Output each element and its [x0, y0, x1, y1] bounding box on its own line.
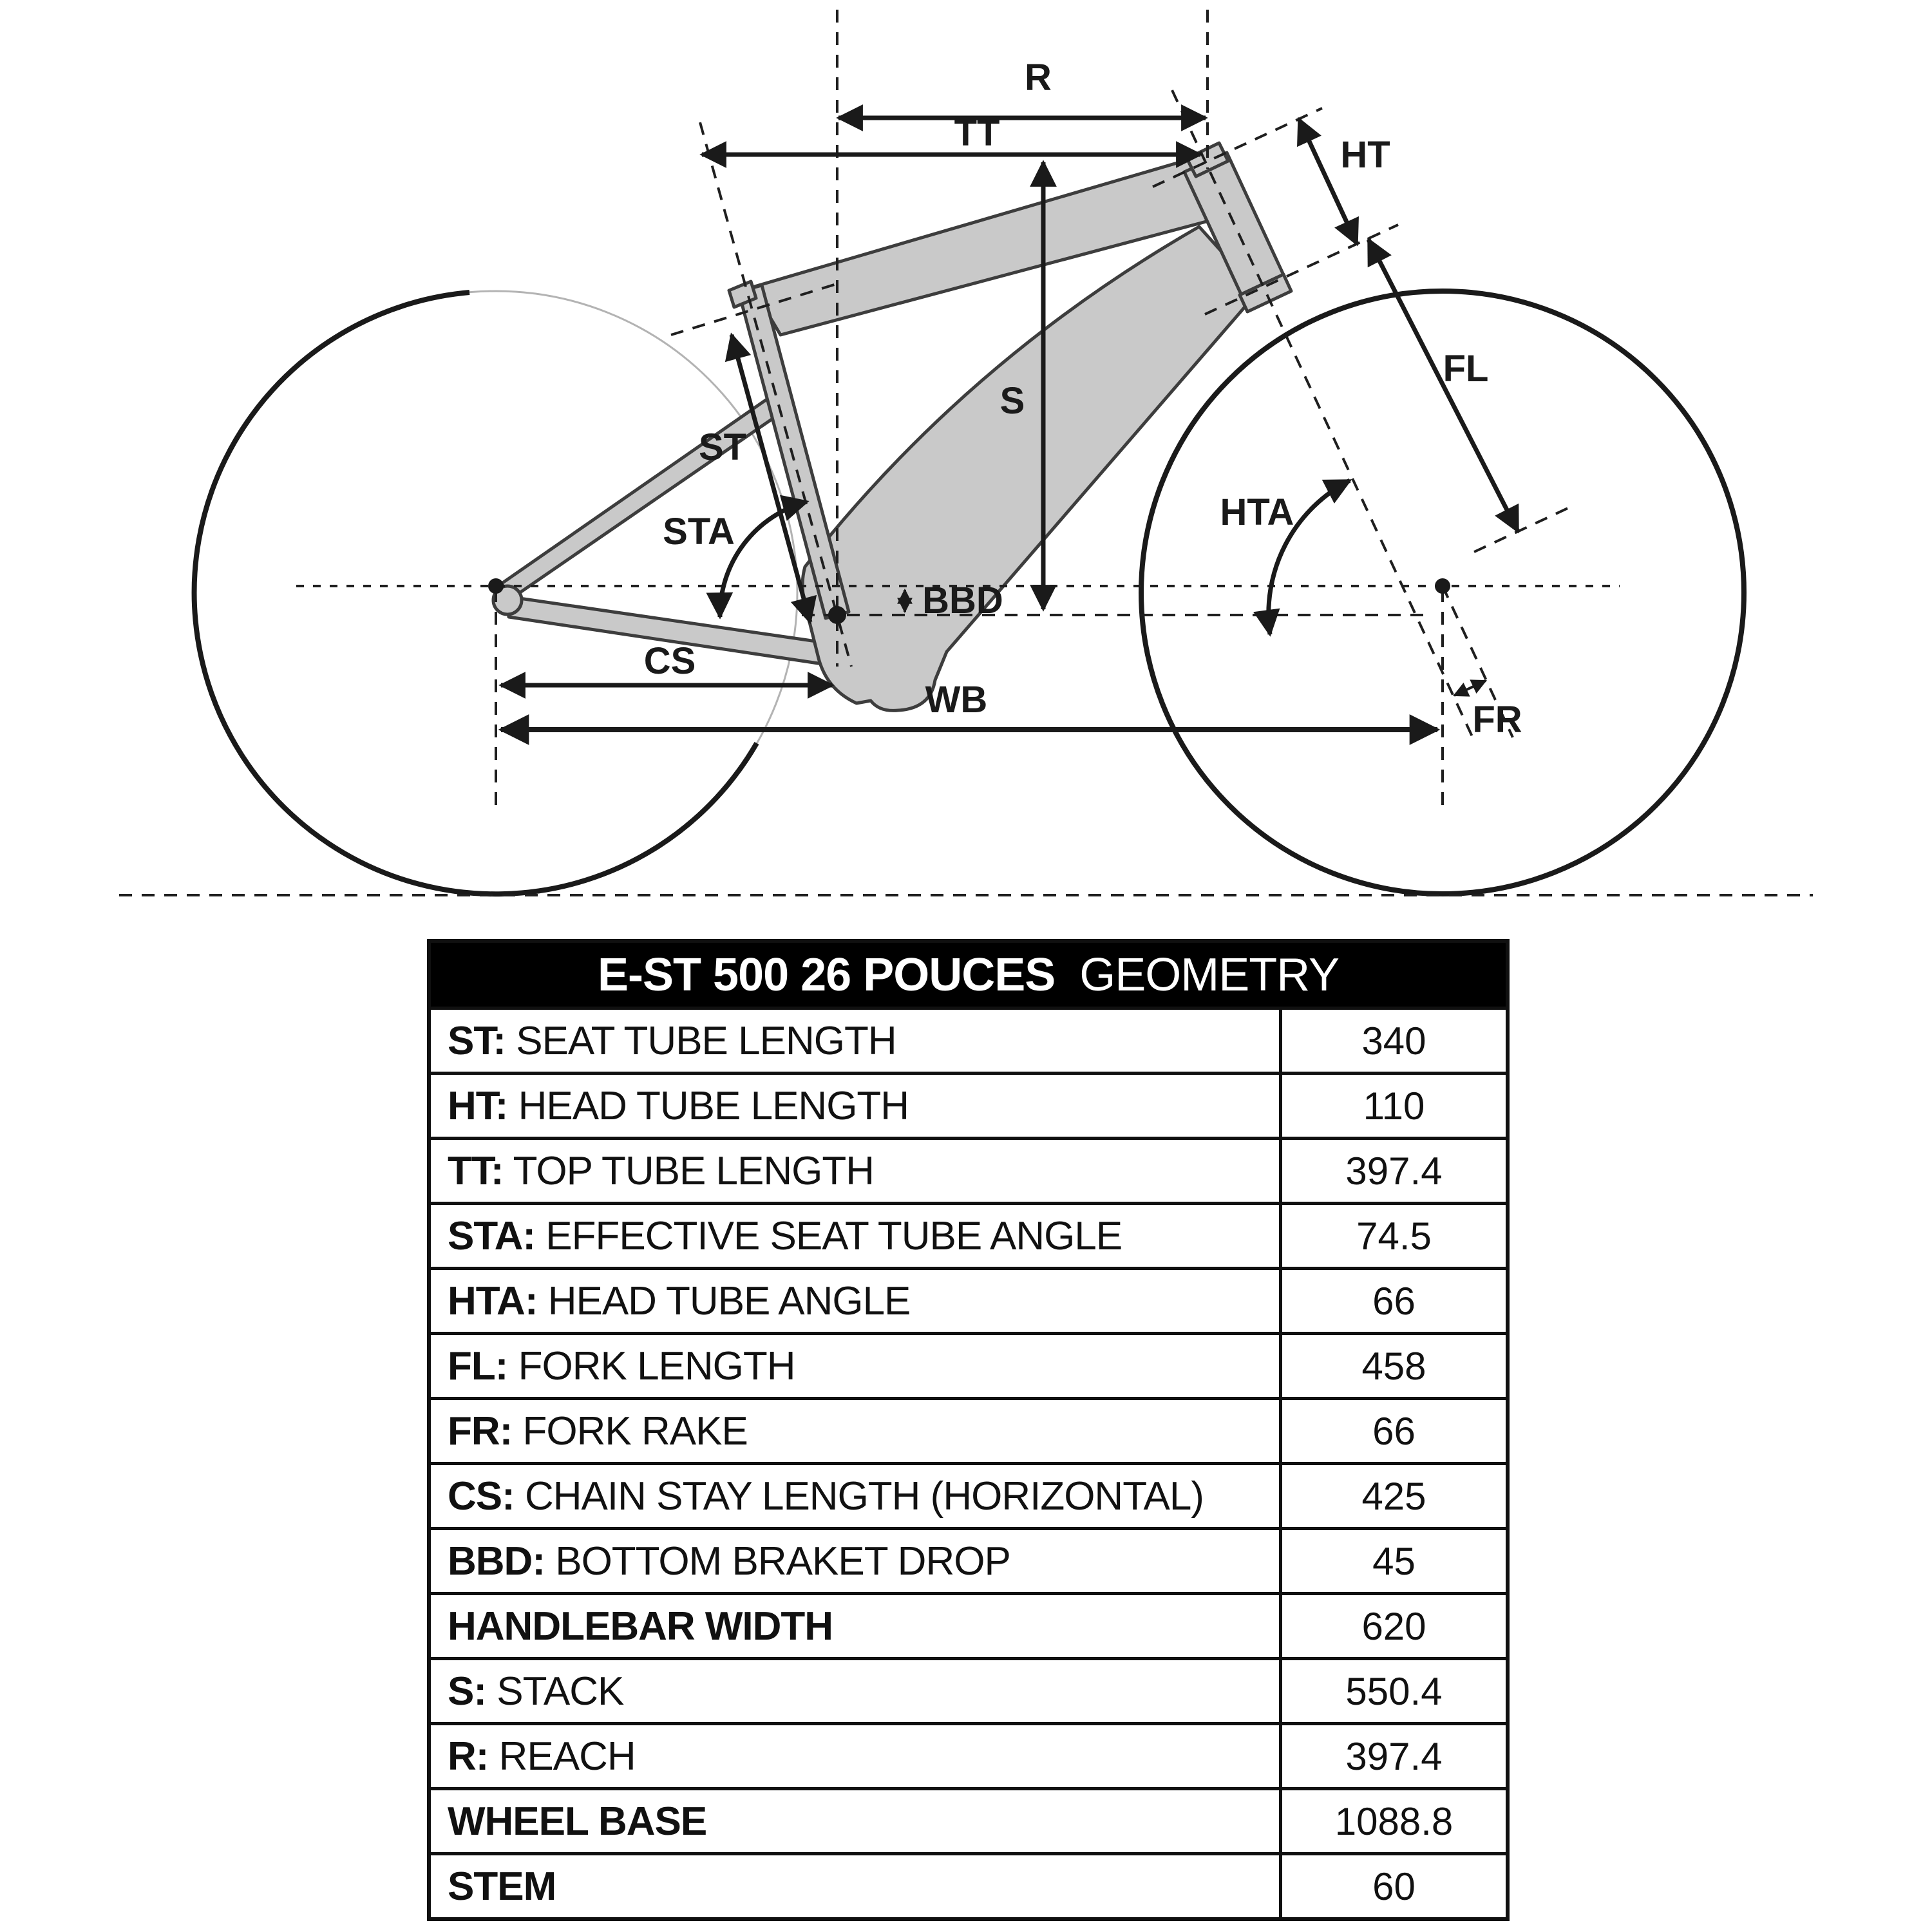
- row-label-prefix: FL:: [448, 1343, 508, 1388]
- row-label: [431, 1010, 1282, 1072]
- label-reach: R: [1025, 57, 1052, 99]
- row-value: 1088.8: [1334, 1799, 1454, 1843]
- row-label-text: EFFECTIVE SEAT TUBE ANGLE: [535, 1213, 1122, 1258]
- row-label-text: WHEEL BASE: [448, 1799, 707, 1844]
- table-row: [431, 1267, 1506, 1332]
- row-value: 66: [1372, 1409, 1416, 1453]
- row-label-text: BOTTOM BRAKET DROP: [544, 1539, 1010, 1584]
- bottom-bracket-dot: [828, 606, 846, 624]
- label-chain-stay: CS: [643, 640, 696, 682]
- row-value: 458: [1361, 1344, 1426, 1388]
- row-label-text: SEAT TUBE LENGTH: [506, 1018, 896, 1063]
- row-label-text: TOP TUBE LENGTH: [503, 1148, 875, 1193]
- label-head-tube: HT: [1340, 134, 1390, 176]
- row-label: [431, 1335, 1282, 1397]
- row-label: [431, 1725, 1282, 1787]
- row-label-prefix: HT:: [448, 1083, 508, 1128]
- table-row: [431, 1722, 1506, 1787]
- row-value: 397.4: [1345, 1734, 1443, 1778]
- table-row: [431, 1332, 1506, 1397]
- row-label: [431, 1790, 1282, 1852]
- row-value: 620: [1361, 1604, 1426, 1648]
- row-label-text: FORK RAKE: [512, 1408, 748, 1454]
- label-head-tube-angle: HTA: [1220, 491, 1294, 533]
- row-label-text: HANDLEBAR WIDTH: [448, 1604, 833, 1649]
- table-body: [431, 1007, 1506, 1917]
- row-label: [431, 1075, 1282, 1137]
- row-label: [431, 1205, 1282, 1267]
- row-label-text: REACH: [488, 1734, 636, 1779]
- row-label: [431, 1660, 1282, 1722]
- table-row: [431, 1787, 1506, 1852]
- row-value: 60: [1372, 1864, 1416, 1908]
- row-value: 340: [1361, 1019, 1426, 1063]
- table-row: [431, 1202, 1506, 1267]
- geometry-table: [427, 939, 1510, 1921]
- table-title-geometry: GEOMETRY: [1055, 949, 1340, 1001]
- fork-end-tick: [1474, 507, 1571, 552]
- label-bb-drop: BBD: [922, 580, 1003, 621]
- label-fork-rake: FR: [1472, 699, 1522, 741]
- row-label-text: HEAD TUBE ANGLE: [537, 1278, 911, 1323]
- row-label-text: STEM: [448, 1864, 556, 1909]
- label-seat-tube-angle: STA: [663, 511, 735, 553]
- table-header: [431, 943, 1506, 1007]
- row-label-prefix: BBD:: [448, 1539, 545, 1584]
- row-label: [431, 1595, 1282, 1657]
- fork-rake-arrow: [1454, 681, 1486, 696]
- table-row: [431, 1527, 1506, 1592]
- row-value: 550.4: [1345, 1669, 1443, 1713]
- frame: [493, 143, 1291, 710]
- bike-geometry-diagram: [0, 0, 1932, 940]
- table-row: [431, 1007, 1506, 1072]
- label-seat-tube: ST: [698, 426, 747, 468]
- rear-axle-dot: [488, 578, 504, 594]
- row-label-prefix: TT:: [448, 1148, 504, 1193]
- row-value: 110: [1363, 1084, 1425, 1128]
- row-value: 425: [1361, 1474, 1426, 1518]
- row-label: [431, 1140, 1282, 1202]
- row-label: [431, 1465, 1282, 1527]
- row-label-text: HEAD TUBE LENGTH: [507, 1083, 909, 1128]
- row-label-prefix: ST:: [448, 1018, 506, 1063]
- row-label: [431, 1855, 1282, 1917]
- row-label-prefix: S:: [448, 1669, 486, 1714]
- row-label-text: FORK LENGTH: [507, 1343, 795, 1388]
- table-row: [431, 1592, 1506, 1657]
- row-label-prefix: STA:: [448, 1213, 536, 1258]
- seat-stay: [502, 392, 790, 599]
- row-label-text: CHAIN STAY LENGTH (HORIZONTAL): [514, 1473, 1204, 1519]
- row-label-prefix: HTA:: [448, 1278, 538, 1323]
- label-stack: S: [999, 380, 1025, 422]
- label-wheel-base: WB: [925, 679, 988, 721]
- row-label-prefix: FR:: [448, 1408, 513, 1454]
- row-value: 45: [1372, 1539, 1416, 1583]
- row-label: [431, 1530, 1282, 1592]
- table-title-model: E-ST 500 26 POUCES: [597, 949, 1056, 1001]
- front-axle-dot: [1435, 578, 1450, 594]
- table-row: [431, 1072, 1506, 1137]
- row-label-prefix: CS:: [448, 1473, 515, 1519]
- table-row: [431, 1657, 1506, 1722]
- table-row: [431, 1852, 1506, 1917]
- row-value: 66: [1372, 1279, 1416, 1323]
- label-top-tube: TT: [954, 112, 1000, 154]
- row-label: [431, 1270, 1282, 1332]
- table-row: [431, 1137, 1506, 1202]
- table-row: [431, 1462, 1506, 1527]
- row-value: 397.4: [1345, 1149, 1443, 1193]
- table-row: [431, 1397, 1506, 1462]
- row-label-prefix: R:: [448, 1734, 489, 1779]
- row-label: [431, 1400, 1282, 1462]
- row-label-text: STACK: [486, 1669, 624, 1714]
- row-value: 74.5: [1356, 1214, 1432, 1258]
- label-fork-length: FL: [1443, 348, 1489, 390]
